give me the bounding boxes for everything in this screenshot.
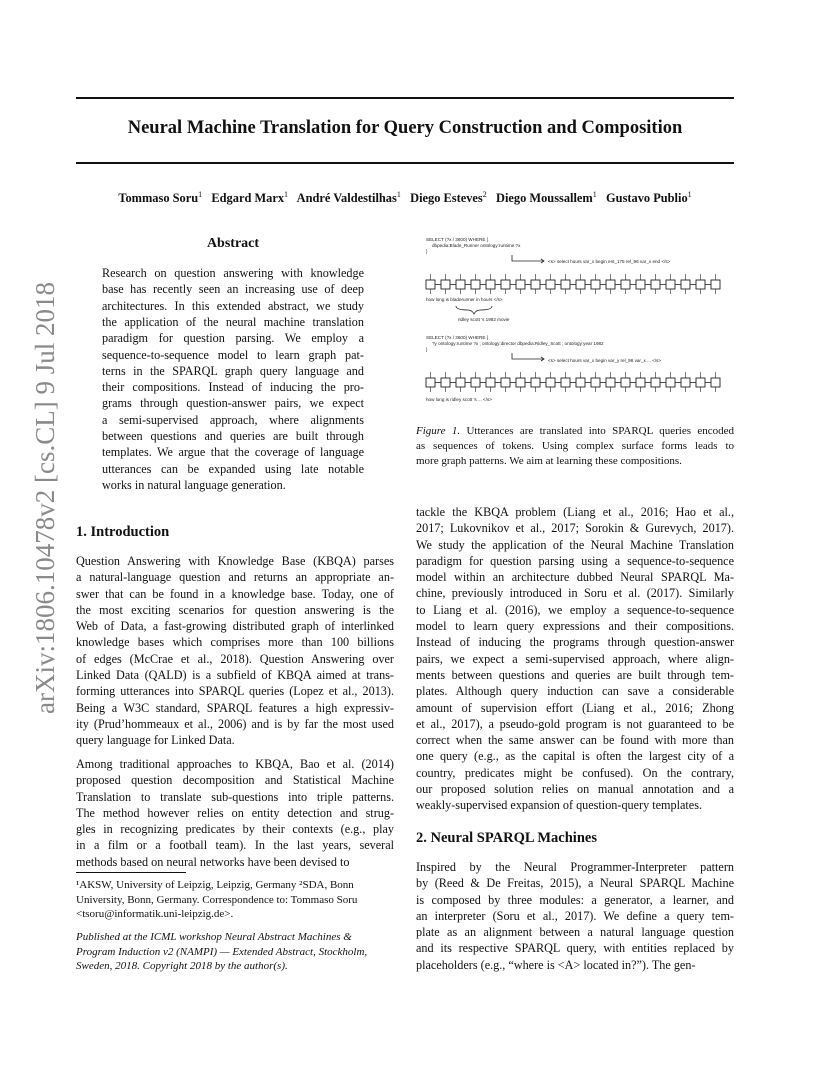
- rnn-cell: [576, 378, 585, 387]
- abstract-line: their compositions. Instead of inducing the pro-: [102, 380, 364, 395]
- abstract-line: paradigm for question parsing. We employ a: [102, 331, 364, 346]
- affiliation-footnote: [76, 878, 394, 922]
- top-rule: [76, 97, 734, 99]
- text-line: the most exciting scenarios for question answering is the: [76, 602, 394, 617]
- text-line: methods based on neural networks have been devised to: [76, 854, 350, 869]
- text-line: to Liang et al. (2016), we employ a sequence-to-sequence: [416, 602, 734, 617]
- caption-text: Utterances are translated into SPARQL queries encoded: [466, 425, 734, 437]
- fig-arrow-1: [512, 255, 544, 261]
- fig-rnn-row-1: [426, 274, 720, 294]
- abstract-line: architectures. In this extended abstract, we study: [102, 298, 364, 313]
- fig-arrow-2: [512, 353, 544, 359]
- text-line: ity (Prud’hommeaux et al., 2006) and is by far the most used: [76, 716, 394, 731]
- text-line: correct when the same answer can be found with more than: [416, 733, 734, 748]
- rnn-cell: [441, 280, 450, 289]
- rnn-cell: [681, 280, 690, 289]
- rnn-cell: [606, 378, 615, 387]
- section-1-paragraph-1: [76, 553, 394, 749]
- abstract-line: a semi-supervised approach, where alignments: [102, 412, 364, 427]
- text-line: Among traditional approaches to KBQA, Bao et al. (2014): [76, 757, 394, 771]
- author-5: Diego Moussallem$^1$: [496, 190, 597, 206]
- right-column-paragraph-1: [416, 504, 734, 814]
- rnn-cell: [456, 280, 465, 289]
- text-line: model within an architecture dubbed Neural SPARQL Ma-: [416, 570, 734, 585]
- caption-line: [416, 424, 734, 439]
- author-4: Diego Esteves$^2$: [410, 190, 487, 206]
- abstract-line: terns in the SPARQL graph query language and: [102, 363, 364, 378]
- arxiv-identifier: arXiv:1806.10478v2 [cs.CL] 9 Jul 2018: [30, 282, 60, 714]
- footnote-line: Published at the ICML workshop Neural Abstract Machines &: [76, 931, 352, 943]
- text-line: Translation to translate sub-questions into triple patterns.: [76, 789, 394, 804]
- text-line: chine, previously introduced in Soru et al. (2017). Similarly: [416, 586, 734, 601]
- text-line: in a film or a football team). In the last years, several: [76, 838, 394, 853]
- rnn-cell: [591, 280, 600, 289]
- title-bottom-rule: [76, 162, 734, 164]
- text-line: a natural-language question and returns an appropriate an-: [76, 570, 394, 585]
- rnn-cell: [636, 378, 645, 387]
- footnote-line: ¹AKSW, University of Leipzig, Leipzig, Germany ²SDA, Bonn: [76, 879, 354, 891]
- rnn-cell: [696, 378, 705, 387]
- rnn-cell: [711, 280, 720, 289]
- rnn-cell: [636, 280, 645, 289]
- footnote-line: <tsoru@informatik.uni-leipzig.de>.: [76, 908, 234, 920]
- rnn-cell: [516, 378, 525, 387]
- text-line: 2017; Lukovnikov et al., 2017; Sorokin & Gurevych, 2017).: [416, 521, 734, 536]
- text-line: query language for Linked Data.: [76, 733, 235, 748]
- fig-brace1-label: ridley scott 's 1982 movie: [458, 317, 510, 322]
- author-3: André Valdestilhas$^1$: [296, 190, 401, 206]
- rnn-cell: [576, 280, 585, 289]
- rnn-cell: [546, 280, 555, 289]
- rnn-cell: [621, 280, 630, 289]
- text-line: tackle the KBQA problem (Liang et al., 2016; Hao et al.,: [416, 505, 734, 519]
- text-line: et al., 2017), a pseudo-gold program is not guaranteed to be: [416, 716, 734, 731]
- fig-query2-line1: SELECT (?x / 3600) WHERE {: [426, 335, 489, 340]
- author-list: [76, 190, 734, 206]
- rnn-cell: [501, 280, 510, 289]
- abstract-line: works in natural language generation.: [102, 477, 286, 492]
- text-line: placeholders (e.g., “where is <A> located in?”). The gen-: [416, 957, 696, 972]
- abstract-line: sequence-to-sequence model to learn graph pat-: [102, 347, 364, 362]
- rnn-cell: [426, 378, 435, 387]
- rnn-cell: [561, 378, 570, 387]
- abstract-line: the application of the neural machine translation: [102, 314, 364, 329]
- rnn-cell: [696, 280, 705, 289]
- rnn-cell: [666, 280, 675, 289]
- text-line: forming utterances into SPARQL queries (Lopez et al., 2013).: [76, 684, 394, 699]
- rnn-cell: [591, 378, 600, 387]
- paper-title: Neural Machine Translation for Query Construction and Composition: [127, 118, 683, 138]
- text-line: Instead of inducing the programs through question-answer: [416, 635, 734, 650]
- rnn-cell: [501, 378, 510, 387]
- rnn-cell: [471, 378, 480, 387]
- fig-encoder2-tokens: how long is ridley scott 's ... </s>: [426, 397, 492, 402]
- rnn-cell: [531, 378, 540, 387]
- text-line: amount of supervision effort (Liang et al., 2016; Zhong: [416, 700, 734, 715]
- text-line: Question Answering with Knowledge Base (KBQA) parses: [76, 554, 394, 568]
- abstract-line: between questions and queries are built through: [102, 429, 364, 443]
- text-line: and its respective SPARQL query, with entities replaced by: [416, 941, 734, 956]
- text-line: an interpreter (Soru et al., 2017). We define a query tem-: [416, 908, 734, 923]
- fig-rnn-row-2: [426, 372, 720, 392]
- text-line: pairs, we expect a semi-supervised approach, where align-: [416, 651, 734, 666]
- fig-decoder1-tokens: <s> select hours var_x begin ent_175 rel_96 var_x end </s>: [548, 259, 671, 264]
- text-line: country, predicates might be confused). On the contrary,: [416, 765, 734, 780]
- text-line: ments between questions and queries are built through tem-: [416, 667, 734, 682]
- rnn-cell: [546, 378, 555, 387]
- text-line: paradigm for question parsing using a sequence-to-sequence: [416, 553, 734, 568]
- rnn-cell: [666, 378, 675, 387]
- text-line: model to learn query expressions and their compositions.: [416, 619, 734, 634]
- abstract-line: grams through question-answer pairs, we expect: [102, 396, 364, 411]
- text-line: one query (e.g., as the capital is often the largest city of a: [416, 749, 734, 764]
- rnn-cell: [561, 280, 570, 289]
- text-line: plates. Although query induction can save a considerable: [416, 684, 734, 699]
- rnn-cell: [621, 378, 630, 387]
- figure-1: [422, 236, 734, 406]
- text-line: The method however relies on entity detection and strug-: [76, 805, 394, 820]
- text-line: gles in recognizing predicates by their contexts (e.g., play: [76, 822, 394, 837]
- rnn-cell: [516, 280, 525, 289]
- rnn-cell: [711, 378, 720, 387]
- text-line: by (Reed & De Freitas, 2015), a Neural SPARQL Machine: [416, 876, 734, 891]
- text-line: plate as an alignment between a natural language question: [416, 925, 734, 940]
- caption-line: as sequences of tokens. Using complex surface forms leads to: [416, 440, 734, 453]
- caption-line: more graph patterns. We aim at learning these compositions.: [416, 455, 682, 468]
- fig-query1-line1: SELECT (?x / 3600) WHERE {: [426, 237, 489, 242]
- rnn-cell: [681, 378, 690, 387]
- text-line: swer that can be found in a knowledge base. Today, one of: [76, 586, 394, 601]
- text-line: Web of Data, a fast-growing distributed graph of interlinked: [76, 619, 394, 634]
- text-line: Inspired by the Neural Programmer-Interpreter pattern: [416, 860, 734, 874]
- rnn-cell: [606, 280, 615, 289]
- text-line: is composed by three modules: a generator, a learner, and: [416, 892, 734, 907]
- fig-query1-line3: }: [426, 249, 428, 254]
- rnn-cell: [486, 280, 495, 289]
- fig-query1-line2: dbpedia:Blade_Runner ontology:runtime ?x: [432, 243, 521, 248]
- text-line: Being a W3C standard, SPARQL features a high expressiv-: [76, 700, 394, 715]
- text-line: We study the application of the Neural Machine Translation: [416, 537, 734, 552]
- footnote-line: Program Induction v2 (NAMPI) — Extended Abstract, Stockholm,: [76, 945, 368, 958]
- rnn-cell: [456, 378, 465, 387]
- rnn-cell: [426, 280, 435, 289]
- caption-label: Figure 1.: [416, 425, 467, 437]
- abstract-line: templates. We argue that the coverage of language: [102, 445, 364, 460]
- section-2-paragraph-1: [416, 859, 734, 973]
- text-line: weakly-supervised expansion of question-query templates.: [416, 798, 702, 813]
- abstract-line: base has recently seen an increasing use of deep: [102, 282, 364, 297]
- section-1-paragraph-2: [76, 756, 394, 870]
- abstract-line: Research on question answering with knowledge: [102, 266, 364, 280]
- text-line: proposed question decomposition and Statistical Machine: [76, 773, 394, 788]
- abstract-heading: Abstract: [206, 236, 260, 251]
- rnn-cell: [651, 378, 660, 387]
- author-6: Gustavo Publio$^1$: [606, 190, 692, 206]
- fig-query2-line3: }: [426, 347, 428, 352]
- footnote-line: Sweden, 2018. Copyright 2018 by the author(s).: [76, 960, 288, 972]
- author-1: Tommaso Soru$^1$: [118, 190, 203, 206]
- rnn-cell: [471, 280, 480, 289]
- fig-brace-1: [456, 306, 492, 314]
- footnote-rule: [76, 872, 186, 873]
- rnn-cell: [486, 378, 495, 387]
- figure-caption: [416, 424, 734, 470]
- text-line: knowledge bases which comprises more than 100 billions: [76, 635, 394, 650]
- text-line: our proposed solution relies on manual annotation and a: [416, 782, 734, 797]
- fig-decoder2-tokens: <s> select hours var_x begin var_y rel_96 var_x ... </s>: [548, 358, 662, 363]
- section-1-heading: 1. Introduction: [76, 524, 170, 540]
- footnote-line: University, Bonn, Germany. Correspondence to: Tommaso Soru: [76, 893, 358, 906]
- publication-note: [76, 930, 394, 974]
- rnn-cell: [651, 280, 660, 289]
- fig-encoder1-tokens: how long is bladerunner in hours </s>: [426, 297, 503, 302]
- section-2-heading: 2. Neural SPARQL Machines: [416, 830, 597, 846]
- abstract-line: utterances can be expanded using late notable: [102, 461, 364, 476]
- text-line: Linked Data (QALD) is a subfield of KBQA aimed at trans-: [76, 668, 394, 683]
- fig-query2-line2: ?y ontology:runtime ?x ; ontology:director dbpedia:Ridley_Scott ; ontology:year 1982: [432, 341, 604, 346]
- rnn-cell: [441, 378, 450, 387]
- text-line: of edges (McCrae et al., 2018). Question Answering over: [76, 651, 394, 666]
- author-2: Edgard Marx$^1$: [211, 190, 289, 206]
- rnn-cell: [531, 280, 540, 289]
